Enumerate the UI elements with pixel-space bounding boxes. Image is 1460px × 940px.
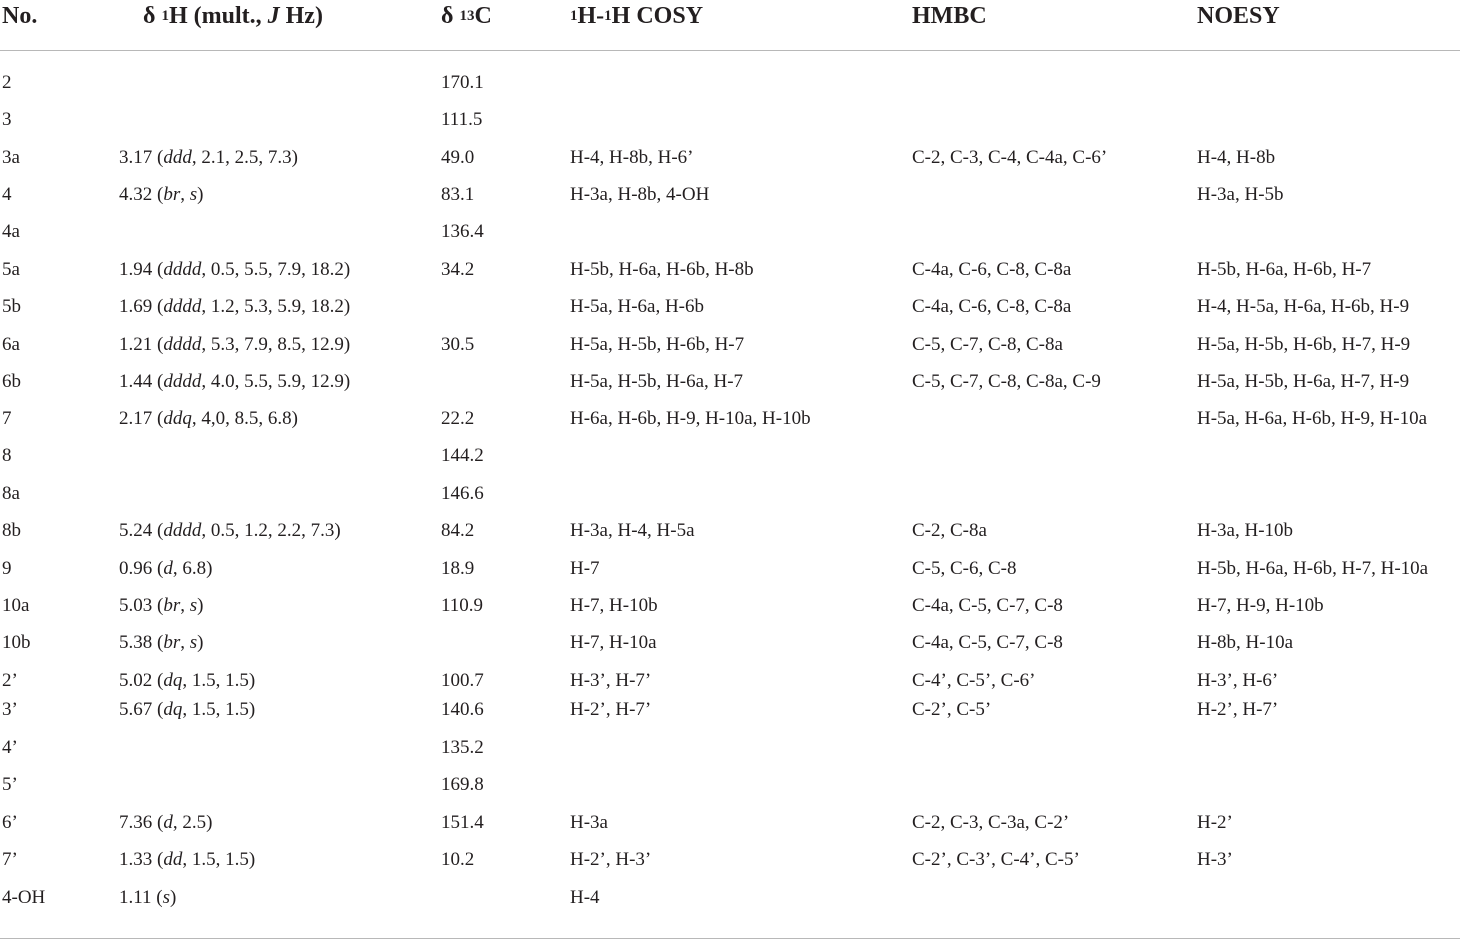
table-row xyxy=(0,735,1460,765)
cell-position: 5b xyxy=(2,296,21,317)
header-cosy: $^1$H-$^1$H COSY xyxy=(570,3,704,29)
cell-h-shift: 0.96 (d, 6.8) xyxy=(119,558,213,579)
cell-position: 2’ xyxy=(2,670,18,691)
cell-cosy: H-4 xyxy=(570,887,600,908)
cell-c-shift: 146.6 xyxy=(441,483,484,504)
cell-h-shift: 1.33 (dd, 1.5, 1.5) xyxy=(119,849,256,870)
cell-position: 8a xyxy=(2,483,20,504)
header-c-shift: δ $^{13}$C xyxy=(441,3,492,29)
cell-noesy: H-3a, H-10b xyxy=(1197,520,1294,541)
cell-cosy: H-3a, H-8b, 4-OH xyxy=(570,184,710,205)
cell-c-shift: 18.9 xyxy=(441,558,475,579)
cell-position: 8b xyxy=(2,520,21,541)
cell-h-shift: 5.03 (br, s) xyxy=(119,595,204,616)
cell-noesy: H-2’, H-7’ xyxy=(1197,699,1279,720)
cell-cosy: H-3’, H-7’ xyxy=(570,670,652,691)
table-row xyxy=(0,481,1460,511)
cell-noesy: H-3a, H-5b xyxy=(1197,184,1284,205)
cell-h-shift: 4.32 (br, s) xyxy=(119,184,204,205)
cell-cosy: H-5a, H-5b, H-6b, H-7 xyxy=(570,334,745,355)
table-row xyxy=(0,294,1460,324)
table-row xyxy=(0,697,1460,727)
cell-noesy: H-4, H-5a, H-6a, H-6b, H-9 xyxy=(1197,296,1410,317)
cell-h-shift: 1.94 (dddd, 0.5, 5.5, 7.9, 18.2) xyxy=(119,259,351,280)
cell-position: 10b xyxy=(2,632,31,653)
cell-h-shift: 3.17 (ddd, 2.1, 2.5, 7.3) xyxy=(119,147,298,168)
cell-noesy: H-3’, H-6’ xyxy=(1197,670,1279,691)
cell-hmbc: C-4a, C-6, C-8, C-8a xyxy=(912,259,1072,280)
cell-cosy: H-4, H-8b, H-6’ xyxy=(570,147,694,168)
cell-hmbc: C-2, C-3, C-3a, C-2’ xyxy=(912,812,1070,833)
cell-h-shift: 1.21 (dddd, 5.3, 7.9, 8.5, 12.9) xyxy=(119,334,351,355)
cell-hmbc: C-2, C-8a xyxy=(912,520,987,541)
cell-noesy: H-8b, H-10a xyxy=(1197,632,1294,653)
cell-h-shift: 5.02 (dq, 1.5, 1.5) xyxy=(119,670,256,691)
cell-h-shift: 1.44 (dddd, 4.0, 5.5, 5.9, 12.9) xyxy=(119,371,351,392)
table-row xyxy=(0,406,1460,436)
cell-position: 2 xyxy=(2,72,12,93)
cell-c-shift: 49.0 xyxy=(441,147,475,168)
cell-cosy: H-3a, H-4, H-5a xyxy=(570,520,695,541)
cell-c-shift: 30.5 xyxy=(441,334,475,355)
cell-cosy: H-7 xyxy=(570,558,600,579)
header-hmbc: HMBC xyxy=(912,3,987,29)
table-row xyxy=(0,369,1460,399)
cell-position: 6a xyxy=(2,334,20,355)
cell-position: 9 xyxy=(2,558,12,579)
cell-h-shift: 2.17 (ddq, 4,0, 8.5, 6.8) xyxy=(119,408,298,429)
cell-position: 6b xyxy=(2,371,21,392)
cell-h-shift: 5.38 (br, s) xyxy=(119,632,204,653)
table-row xyxy=(0,145,1460,175)
table-row xyxy=(0,332,1460,362)
cell-cosy: H-5a, H-5b, H-6a, H-7 xyxy=(570,371,744,392)
cell-c-shift: 100.7 xyxy=(441,670,484,691)
table-row xyxy=(0,107,1460,137)
cell-c-shift: 170.1 xyxy=(441,72,484,93)
bottom-divider xyxy=(0,938,1460,939)
cell-cosy: H-2’, H-7’ xyxy=(570,699,652,720)
cell-position: 3’ xyxy=(2,699,18,720)
cell-position: 4’ xyxy=(2,737,18,758)
cell-position: 7 xyxy=(2,408,12,429)
table-row xyxy=(0,593,1460,623)
cell-position: 8 xyxy=(2,445,12,466)
cell-position: 3a xyxy=(2,147,20,168)
cell-c-shift: 169.8 xyxy=(441,774,484,795)
cell-hmbc: C-2, C-3, C-4, C-4a, C-6’ xyxy=(912,147,1108,168)
table-row xyxy=(0,443,1460,473)
cell-h-shift: 7.36 (d, 2.5) xyxy=(119,812,213,833)
table-row xyxy=(0,885,1460,915)
header-noesy: NOESY xyxy=(1197,3,1280,29)
cell-c-shift: 110.9 xyxy=(441,595,484,616)
cell-noesy: H-3’ xyxy=(1197,849,1233,870)
cell-h-shift: 1.69 (dddd, 1.2, 5.3, 5.9, 18.2) xyxy=(119,296,351,317)
cell-position: 5a xyxy=(2,259,20,280)
cell-position: 3 xyxy=(2,109,12,130)
table-row xyxy=(0,219,1460,249)
cell-c-shift: 144.2 xyxy=(441,445,484,466)
cell-c-shift: 140.6 xyxy=(441,699,484,720)
cell-hmbc: C-2’, C-5’ xyxy=(912,699,992,720)
cell-hmbc: C-4’, C-5’, C-6’ xyxy=(912,670,1036,691)
table-row xyxy=(0,772,1460,802)
cell-c-shift: 83.1 xyxy=(441,184,475,205)
cell-position: 5’ xyxy=(2,774,18,795)
cell-c-shift: 10.2 xyxy=(441,849,475,870)
cell-noesy: H-5a, H-6a, H-6b, H-9, H-10a xyxy=(1197,408,1428,429)
table-header xyxy=(0,0,1460,50)
cell-position: 4 xyxy=(2,184,12,205)
header-divider xyxy=(0,50,1460,51)
table-row xyxy=(0,630,1460,660)
table-row xyxy=(0,257,1460,287)
table-row xyxy=(0,847,1460,877)
cell-cosy: H-7, H-10b xyxy=(570,595,658,616)
cell-cosy: H-5a, H-6a, H-6b xyxy=(570,296,705,317)
table-row xyxy=(0,70,1460,100)
cell-c-shift: 136.4 xyxy=(441,221,484,242)
header-no: No. xyxy=(2,3,38,29)
cell-cosy: H-3a xyxy=(570,812,608,833)
cell-position: 6’ xyxy=(2,812,18,833)
table-row xyxy=(0,518,1460,548)
cell-position: 4a xyxy=(2,221,20,242)
cell-h-shift: 5.67 (dq, 1.5, 1.5) xyxy=(119,699,256,720)
cell-c-shift: 135.2 xyxy=(441,737,484,758)
cell-noesy: H-5b, H-6a, H-6b, H-7, H-10a xyxy=(1197,558,1429,579)
table-row xyxy=(0,182,1460,212)
cell-hmbc: C-4a, C-5, C-7, C-8 xyxy=(912,595,1063,616)
cell-hmbc: C-4a, C-5, C-7, C-8 xyxy=(912,632,1063,653)
cell-h-shift: 1.11 (s) xyxy=(119,887,177,908)
cell-position: 7’ xyxy=(2,849,18,870)
table-row xyxy=(0,556,1460,586)
cell-cosy: H-6a, H-6b, H-9, H-10a, H-10b xyxy=(570,408,811,429)
cell-position: 10a xyxy=(2,595,30,616)
cell-c-shift: 151.4 xyxy=(441,812,484,833)
cell-c-shift: 111.5 xyxy=(441,109,483,130)
cell-hmbc: C-2’, C-3’, C-4’, C-5’ xyxy=(912,849,1080,870)
cell-c-shift: 84.2 xyxy=(441,520,475,541)
cell-position: 4-OH xyxy=(2,887,46,908)
cell-noesy: H-5a, H-5b, H-6a, H-7, H-9 xyxy=(1197,371,1410,392)
cell-hmbc: C-5, C-7, C-8, C-8a, C-9 xyxy=(912,371,1101,392)
cell-noesy: H-5b, H-6a, H-6b, H-7 xyxy=(1197,259,1372,280)
cell-c-shift: 34.2 xyxy=(441,259,475,280)
cell-noesy: H-7, H-9, H-10b xyxy=(1197,595,1324,616)
header-h-shift: δ $^1$H (mult., J Hz) xyxy=(143,3,323,29)
cell-cosy: H-5b, H-6a, H-6b, H-8b xyxy=(570,259,754,280)
cell-hmbc: C-5, C-7, C-8, C-8a xyxy=(912,334,1063,355)
table-row xyxy=(0,668,1460,698)
cell-cosy: H-2’, H-3’ xyxy=(570,849,652,870)
cell-cosy: H-7, H-10a xyxy=(570,632,657,653)
cell-noesy: H-2’ xyxy=(1197,812,1233,833)
cell-hmbc: C-4a, C-6, C-8, C-8a xyxy=(912,296,1072,317)
cell-noesy: H-4, H-8b xyxy=(1197,147,1276,168)
cell-c-shift: 22.2 xyxy=(441,408,475,429)
table-row xyxy=(0,810,1460,840)
cell-hmbc: C-5, C-6, C-8 xyxy=(912,558,1017,579)
cell-noesy: H-5a, H-5b, H-6b, H-7, H-9 xyxy=(1197,334,1411,355)
cell-h-shift: 5.24 (dddd, 0.5, 1.2, 2.2, 7.3) xyxy=(119,520,341,541)
